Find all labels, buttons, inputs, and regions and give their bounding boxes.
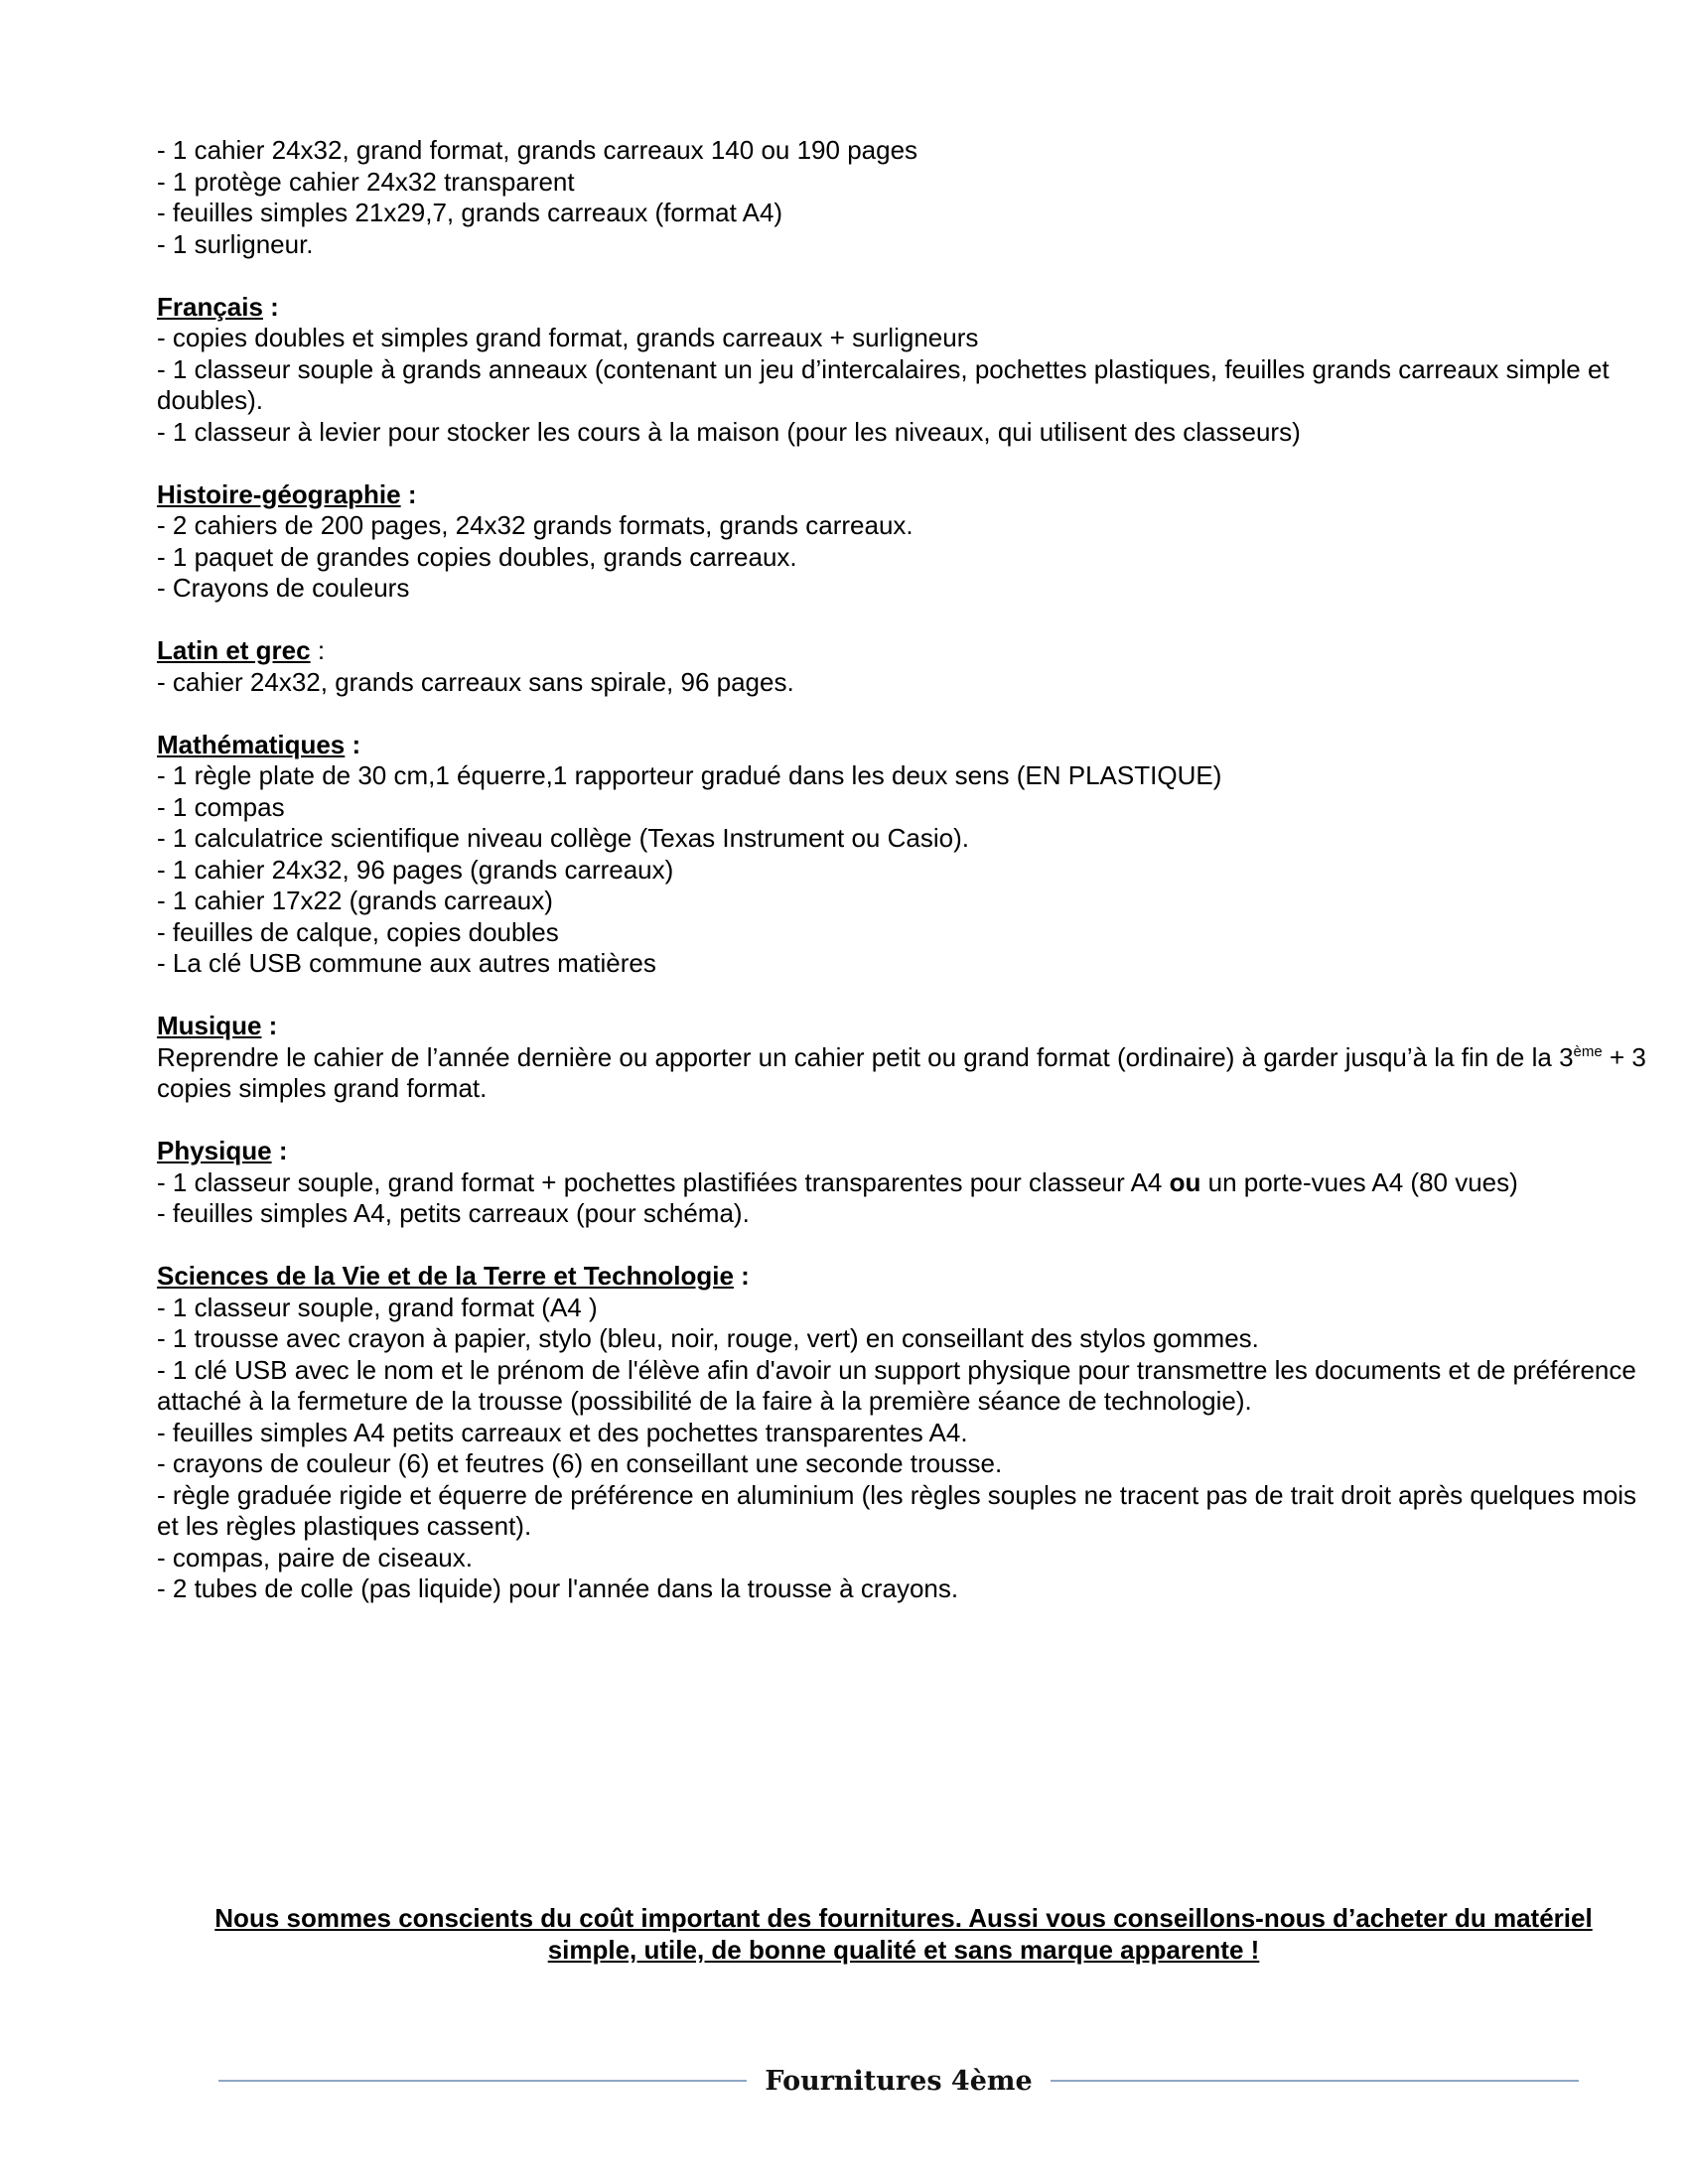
list-item: - 1 cahier 24x32, 96 pages (grands carreaux) bbox=[157, 854, 674, 885]
list-item: - 2 cahiers de 200 pages, 24x32 grands formats, grands carreaux. bbox=[157, 510, 914, 540]
cost-notice bbox=[159, 1902, 1648, 1966]
section-mathematiques bbox=[157, 730, 1646, 980]
list-item: - 1 clé USB avec le nom et le prénom de l'élève afin d'avoir un support physique pour transmettre les documents et de préférence attaché à la fermeture de la trousse (possibilité de la faire à la première séance de technologie). bbox=[157, 1354, 1636, 1416]
list-item: - 1 paquet de grandes copies doubles, grands carreaux. bbox=[157, 541, 797, 572]
musique-text bbox=[157, 1042, 1646, 1105]
heading-label-histoire: Histoire-géographie bbox=[157, 478, 401, 509]
heading-suffix: : bbox=[262, 291, 279, 322]
intro-item: - feuilles simples 21x29,7, grands carreaux (format A4) bbox=[157, 198, 783, 227]
list-item: - 1 cahier 17x22 (grands carreaux) bbox=[157, 886, 553, 915]
intro-item: - 1 protège cahier 24x32 transparent bbox=[157, 166, 575, 197]
list-item: - règle graduée rigide et équerre de préférence en aluminium (les règles souples ne tracent pas de trait droit après quelques mois et les règles plastiques cassent). bbox=[157, 1479, 1637, 1541]
intro-item: - 1 surligneur. bbox=[157, 228, 314, 259]
heading-label-francais: Français bbox=[157, 291, 263, 322]
list-item: - compas, paire de ciseaux. bbox=[157, 1542, 473, 1572]
section-heading bbox=[157, 1136, 1646, 1167]
heading-label-musique: Musique bbox=[157, 1011, 262, 1040]
list-item: - feuilles simples A4 petits carreaux et des pochettes transparentes A4. bbox=[157, 1417, 968, 1447]
page-footer bbox=[218, 2061, 1579, 2101]
section-latin-grec bbox=[157, 635, 1646, 698]
section-musique bbox=[157, 1011, 1646, 1105]
heading-suffix: : bbox=[400, 478, 417, 509]
list-item: - 1 calculatrice scientifique niveau collège (Texas Instrument ou Casio). bbox=[157, 823, 969, 853]
section-histoire-geographie bbox=[157, 479, 1646, 605]
footer-title: Fournitures 4ème bbox=[765, 2065, 1033, 2097]
footer-rule-right bbox=[1051, 2080, 1579, 2082]
list-item: - 1 règle plate de 30 cm,1 équerre,1 rapporteur gradué dans les deux sens (EN PLASTIQUE) bbox=[157, 760, 1222, 790]
cost-notice-line: Nous sommes conscients du coût important des fournitures. Aussi vous conseillons-nous d’acheter du matériel bbox=[214, 1903, 1593, 1933]
heading-suffix: : bbox=[345, 729, 361, 759]
list-item: - Crayons de couleurs bbox=[157, 573, 410, 603]
list-item: - 1 classeur souple, grand format (A4 ) bbox=[157, 1292, 598, 1322]
heading-suffix: : bbox=[310, 635, 326, 665]
section-heading bbox=[157, 635, 1646, 667]
heading-label-svt: Sciences de la Vie et de la Terre et Technologie bbox=[157, 1261, 734, 1291]
section-svt-technologie bbox=[157, 1261, 1646, 1605]
list-item: - copies doubles et simples grand format, grands carreaux + surligneurs bbox=[157, 323, 979, 352]
heading-suffix: : bbox=[271, 1136, 288, 1165]
heading-suffix: : bbox=[261, 1011, 278, 1040]
section-heading bbox=[157, 730, 1646, 761]
list-item bbox=[157, 1167, 1646, 1199]
section-physique bbox=[157, 1136, 1646, 1230]
list-item: - crayons de couleur (6) et feutres (6) en conseillant une seconde trousse. bbox=[157, 1448, 1003, 1478]
physique-item-text-before: - 1 classeur souple, grand format + pochettes plastifiées transparentes pour classeur A4 bbox=[157, 1166, 1170, 1197]
intro-item: - 1 cahier 24x32, grand format, grands carreaux 140 ou 190 pages bbox=[157, 135, 918, 165]
musique-text-after: + 3 copies simples grand format. bbox=[157, 1041, 1646, 1103]
section-heading bbox=[157, 292, 1646, 324]
section-heading bbox=[157, 1261, 1646, 1293]
list-item: - 1 compas bbox=[157, 791, 285, 822]
heading-suffix: : bbox=[733, 1261, 750, 1291]
section-heading bbox=[157, 1011, 1646, 1042]
musique-text-before: Reprendre le cahier de l’année dernière ou apporter un cahier petit ou grand format (ordinaire) à garder jusqu’à la fin de la 3 bbox=[157, 1041, 1574, 1072]
footer-rule-left bbox=[218, 2080, 747, 2082]
list-item: - 1 trousse avec crayon à papier, stylo (bleu, noir, rouge, vert) en conseillant des stylos gommes. bbox=[157, 1323, 1259, 1353]
list-item: - 1 classeur souple à grands anneaux (contenant un jeu d’intercalaires, pochettes plastiques, feuilles grands carreaux simple et doubles). bbox=[157, 353, 1610, 415]
section-francais bbox=[157, 292, 1646, 449]
heading-label-latin: Latin et grec bbox=[157, 635, 311, 665]
list-item: - feuilles de calque, copies doubles bbox=[157, 916, 559, 947]
list-item: - 2 tubes de colle (pas liquide) pour l'année dans la trousse à crayons. bbox=[157, 1573, 959, 1603]
intro-list bbox=[157, 135, 1646, 260]
cost-notice-line: simple, utile, de bonne qualité et sans marque apparente ! bbox=[547, 1935, 1260, 1965]
list-item: - feuilles simples A4, petits carreaux (pour schéma). bbox=[157, 1198, 750, 1228]
heading-label-maths: Mathématiques bbox=[157, 729, 346, 759]
section-heading bbox=[157, 479, 1646, 511]
list-item: - La clé USB commune aux autres matières bbox=[157, 948, 656, 978]
physique-item-text-after: un porte-vues A4 (80 vues) bbox=[1200, 1166, 1518, 1197]
list-item: - 1 classeur à levier pour stocker les cours à la maison (pour les niveaux, qui utilisent des classeurs) bbox=[157, 416, 1301, 447]
ordinal-superscript: ème bbox=[1573, 1042, 1603, 1060]
list-item: - cahier 24x32, grands carreaux sans spirale, 96 pages. bbox=[157, 666, 794, 697]
heading-label-physique: Physique bbox=[157, 1136, 272, 1165]
physique-item-bold-ou: ou bbox=[1169, 1166, 1201, 1197]
supplies-list bbox=[157, 135, 1646, 1605]
